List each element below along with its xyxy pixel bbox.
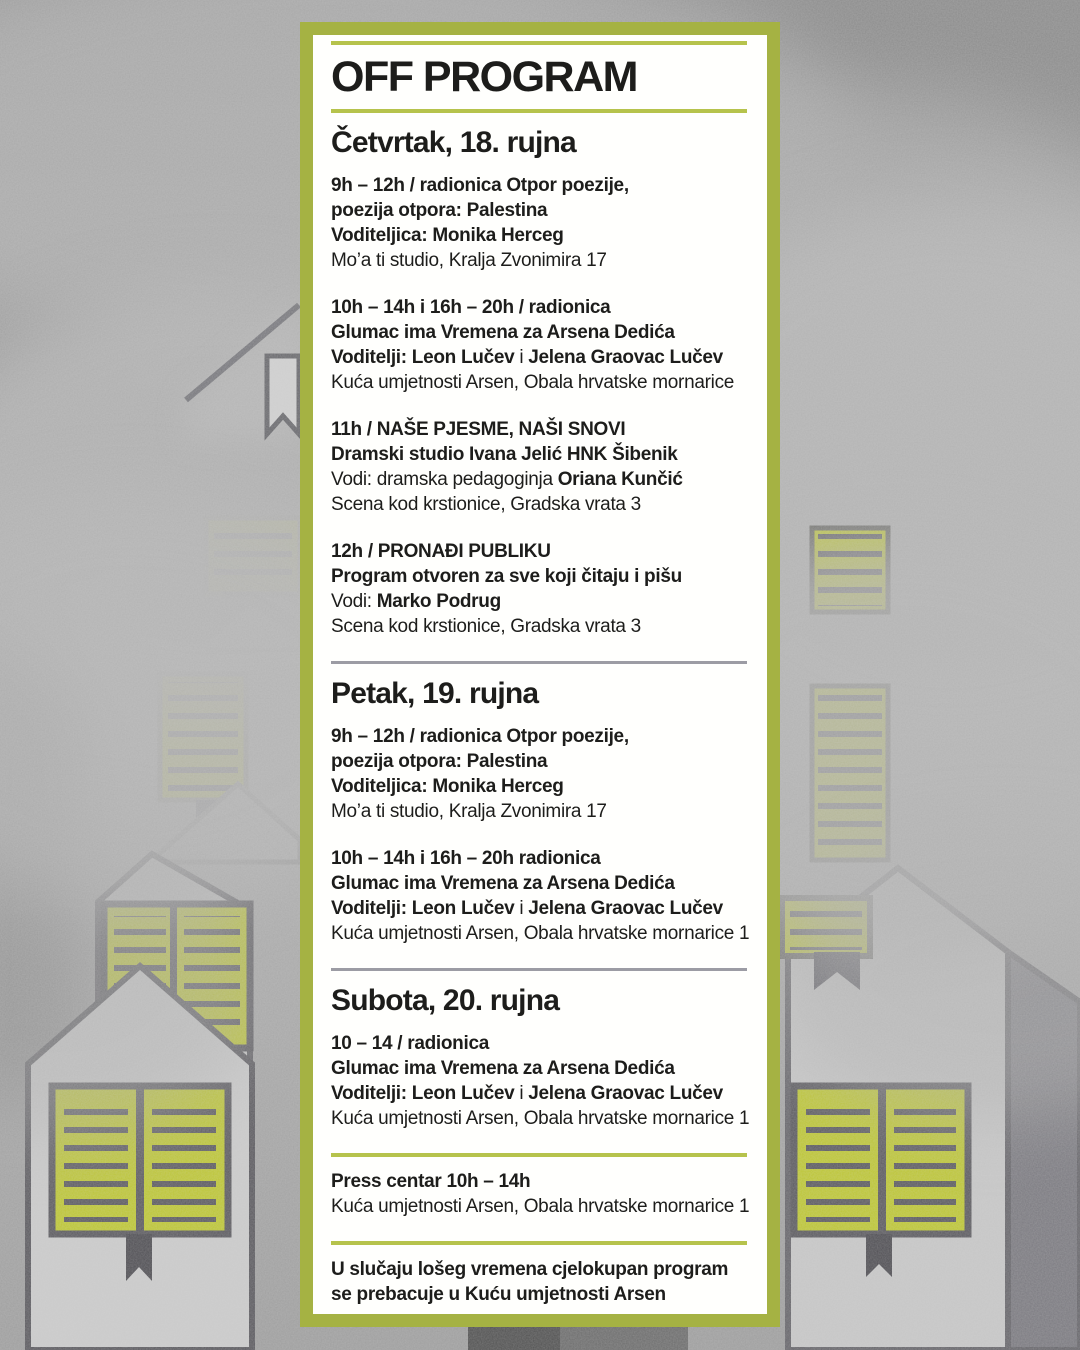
event-line (331, 1194, 750, 1219)
weather-note-block (331, 1257, 747, 1307)
event-line (331, 1081, 747, 1106)
text-segment: 9h – 12h / radionica Otpor poezije, (331, 175, 629, 196)
event-line (331, 774, 747, 799)
event-line (331, 248, 747, 273)
press-centar-block (331, 1169, 750, 1219)
text-segment: Vodi: dramska pedagoginja (331, 469, 558, 490)
event-line (331, 467, 747, 492)
text-segment: 10 – 14 / radionica (331, 1033, 489, 1054)
event-line (331, 442, 747, 467)
event-line (331, 370, 747, 395)
text-segment: Jelena Graovac Lučev (528, 1083, 723, 1104)
event-line (331, 846, 747, 871)
text-segment: i (514, 1083, 529, 1104)
text-segment: 9h – 12h / radionica Otpor poezije, (331, 726, 629, 747)
event-line (331, 589, 747, 614)
event-line (331, 1106, 750, 1131)
radionica-glumac-ima-vremena (331, 295, 747, 395)
day-heading: Četvrtak, 18. rujna (331, 126, 576, 159)
nase-pjesme-nasi-snovi (331, 417, 747, 517)
event-line (331, 564, 747, 589)
event-line (331, 417, 747, 442)
day-heading: Subota, 20. rujna (331, 984, 560, 1017)
event-line (331, 173, 747, 198)
event-line (331, 539, 747, 564)
text-segment: Scena kod krstionice, Gradska vrata 3 (331, 494, 641, 515)
text-segment: Program otvoren za sve koji čitaju i pišu (331, 566, 682, 587)
radionica-otpor-poezije (331, 724, 747, 824)
text-segment: Kuća umjetnosti Arsen, Obala hrvatske mornarice 1 (331, 1196, 750, 1217)
text-segment: 10h – 14h i 16h – 20h radionica (331, 848, 601, 869)
event-line (331, 749, 747, 774)
text-segment: i (514, 347, 529, 368)
section-divider (331, 968, 747, 971)
event-line (331, 614, 747, 639)
text-segment: Kuća umjetnosti Arsen, Obala hrvatske mornarice 1 (331, 1108, 750, 1129)
text-segment: Jelena Graovac Lučev (528, 898, 723, 919)
text-segment: 11h / NAŠE PJESME, NAŠI SNOVI (331, 419, 626, 440)
text-segment: Oriana Kunčić (557, 469, 683, 490)
text-segment: Voditelji: Leon Lučev (331, 1083, 515, 1104)
event-line (331, 896, 747, 921)
event-line (331, 492, 747, 517)
day-heading: Petak, 19. rujna (331, 677, 539, 710)
radionica-glumac-ima-vremena (331, 1031, 750, 1131)
text-segment: Scena kod krstionice, Gradska vrata 3 (331, 616, 641, 637)
text-segment: Press centar 10h – 14h (331, 1171, 531, 1192)
event-line (331, 871, 747, 896)
text-segment: Mo’a ti studio, Kralja Zvonimira 17 (331, 801, 607, 822)
section-divider (331, 1153, 747, 1157)
event-line (331, 320, 747, 345)
text-segment: Glumac ima Vremena za Arsena Dedića (331, 873, 675, 894)
text-segment: Dramski studio Ivana Jelić HNK Šibenik (331, 444, 678, 465)
text-segment: poezija otpora: Palestina (331, 200, 548, 221)
radionica-glumac-ima-vremena (331, 846, 750, 946)
text-segment: i (514, 898, 529, 919)
text-segment: se prebacuje u Kuću umjetnosti Arsen (331, 1284, 666, 1305)
panel-inner (313, 35, 767, 1307)
text-segment: Voditeljica: Monika Herceg (331, 776, 564, 797)
text-segment: U slučaju lošeg vremena cjelokupan program (331, 1259, 729, 1280)
text-segment: Glumac ima Vremena za Arsena Dedića (331, 1058, 675, 1079)
text-segment: Voditeljica: Monika Herceg (331, 225, 564, 246)
text-segment: Glumac ima Vremena za Arsena Dedića (331, 322, 675, 343)
event-line (331, 921, 750, 946)
event-line (331, 1169, 747, 1194)
program-content (331, 126, 750, 1307)
event-line (331, 1031, 747, 1056)
text-segment: Jelena Graovac Lučev (528, 347, 723, 368)
text-segment: 10h – 14h i 16h – 20h / radionica (331, 297, 611, 318)
text-segment: poezija otpora: Palestina (331, 751, 548, 772)
poster-title: OFF PROGRAM (331, 53, 637, 101)
text-segment: Marko Podrug (376, 591, 501, 612)
text-segment: Voditelji: Leon Lučev (331, 898, 515, 919)
text-segment: Kuća umjetnosti Arsen, Obala hrvatske mornarice 1 (331, 923, 750, 944)
event-line (331, 198, 747, 223)
text-segment: Kuća umjetnosti Arsen, Obala hrvatske mornarice (331, 372, 735, 393)
pronadji-publiku (331, 539, 747, 639)
title-divider (331, 109, 747, 113)
event-line (331, 345, 747, 370)
event-line (331, 799, 747, 824)
event-line (331, 724, 747, 749)
top-divider (331, 41, 747, 45)
event-line (331, 295, 747, 320)
section-divider (331, 1241, 747, 1245)
radionica-otpor-poezije (331, 173, 747, 273)
event-line (331, 1056, 747, 1081)
event-line (331, 1257, 747, 1282)
event-line (331, 1282, 747, 1307)
program-panel (300, 22, 780, 1327)
event-line (331, 223, 747, 248)
text-segment: Vodi: (331, 591, 377, 612)
text-segment: Voditelji: Leon Lučev (331, 347, 515, 368)
text-segment: Mo’a ti studio, Kralja Zvonimira 17 (331, 250, 607, 271)
section-divider (331, 661, 747, 664)
text-segment: 12h / PRONAĐI PUBLIKU (331, 541, 551, 562)
